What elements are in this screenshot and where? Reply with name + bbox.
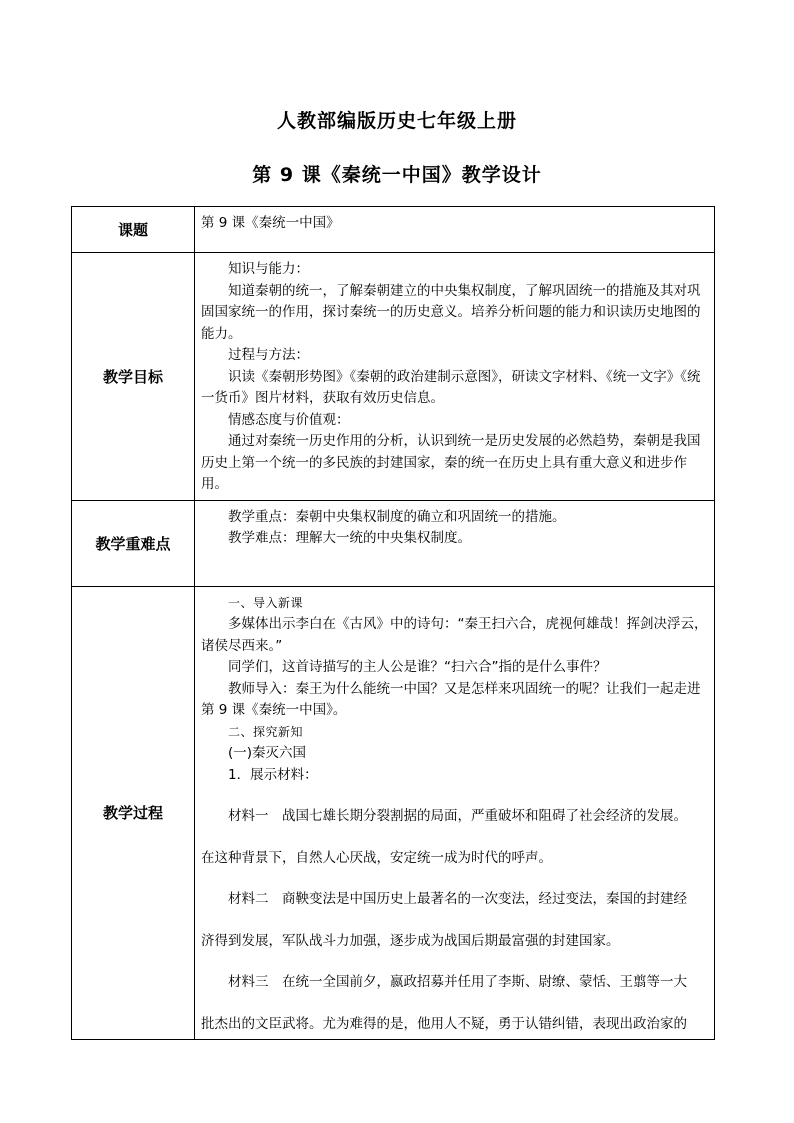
keypoints-content	[195, 500, 715, 586]
goals-content	[195, 253, 715, 501]
material-3-line-1: 材料三 在统一全国前夕，嬴政招募并任用了李斯、尉缭、蒙恬、王翦等一大	[228, 974, 687, 990]
spacer	[201, 828, 710, 848]
material-3-line-2: 批杰出的文臣武将。尤为难得的是，他用人不疑，勇于认错纠错，表现出政治家的	[201, 1015, 687, 1032]
spacer	[201, 911, 710, 931]
goals-text-process: 识读《秦朝形势图》《秦朝的政治建制示意图》，研读文字材料、《统一文字》《统一货币》图片材料，获取有效历史信息。	[201, 368, 701, 406]
spacer	[201, 786, 710, 806]
topic-value	[195, 207, 715, 253]
table-row	[72, 207, 715, 253]
material-1-line-2: 在这种背景下，自然人心厌战，安定统一成为时代的呼声。	[201, 849, 552, 866]
item-heading: 1．展示材料：	[228, 766, 318, 783]
material-2-line-1: 材料二 商鞅变法是中国历史上最著名的一次变法，经过变法，秦国的封建经	[228, 891, 687, 907]
table-row	[72, 586, 715, 1040]
row-label-goals: 教学目标	[72, 253, 195, 501]
document-title: 人教部编版历史七年级上册	[276, 110, 517, 132]
lesson-plan-table	[71, 206, 715, 1040]
process-question: 同学们，这首诗描写的主人公是谁？“扫六合”指的是什么事件？	[228, 659, 607, 675]
row-label-process: 教学过程	[72, 586, 195, 1040]
goals-text-knowledge: 知道秦朝的统一，了解秦朝建立的中央集权制度，了解巩固统一的措施及其对巩固国家统一的作用，探讨秦统一的历史意义。培养分析问题的能力和识读历史地图的能力。	[201, 282, 701, 342]
topic-text: 第 9 课《秦统一中国》	[201, 215, 340, 231]
keypoints-focus: 教学重点：秦朝中央集权制度的确立和巩固统一的措施。	[228, 508, 566, 525]
goals-heading-attitude: 情感态度与价值观：	[228, 411, 350, 428]
section-heading-intro: 一、导入新课	[228, 595, 304, 610]
keypoints-difficulty: 教学难点：理解大一统的中央集权制度。	[228, 530, 471, 546]
subsection-heading: (一)秦灭六国	[228, 745, 307, 761]
document-subtitle: 第 9 课《秦统一中国》教学设计	[252, 164, 542, 186]
row-label-keypoints: 教学重难点	[72, 500, 195, 586]
goals-text-attitude: 通过对秦统一历史作用的分析，认识到统一是历史发展的必然趋势，秦朝是我国历史上第一个统一的多民族的封建国家，秦的统一在历史上具有重大意义和进步作用。	[201, 433, 701, 492]
process-intro: 教师导入：秦王为什么能统一中国？又是怎样来巩固统一的呢？让我们一起走进第 9 课《秦统一中国》。	[201, 680, 701, 718]
goals-heading-knowledge: 知识与能力：	[228, 261, 309, 277]
spacer	[201, 994, 710, 1014]
goals-heading-process: 过程与方法：	[228, 347, 309, 363]
section-heading-explore: 二、探究新知	[228, 724, 304, 739]
table-row	[72, 500, 715, 586]
row-label-topic: 课题	[72, 207, 195, 253]
process-poem: 多媒体出示李白在《古风》中的诗句：“秦王扫六合，虎视何雄哉！挥剑决浮云，诸侯尽西来。”	[201, 616, 708, 654]
table-row	[72, 253, 715, 501]
process-content	[195, 586, 715, 1040]
material-2-line-2: 济得到发展，军队战斗力加强，逐步成为战国后期最富强的封建国家。	[201, 932, 620, 949]
material-1-line-1: 材料一 战国七雄长期分裂割据的局面，严重破坏和阻碍了社会经济的发展。	[228, 808, 687, 824]
